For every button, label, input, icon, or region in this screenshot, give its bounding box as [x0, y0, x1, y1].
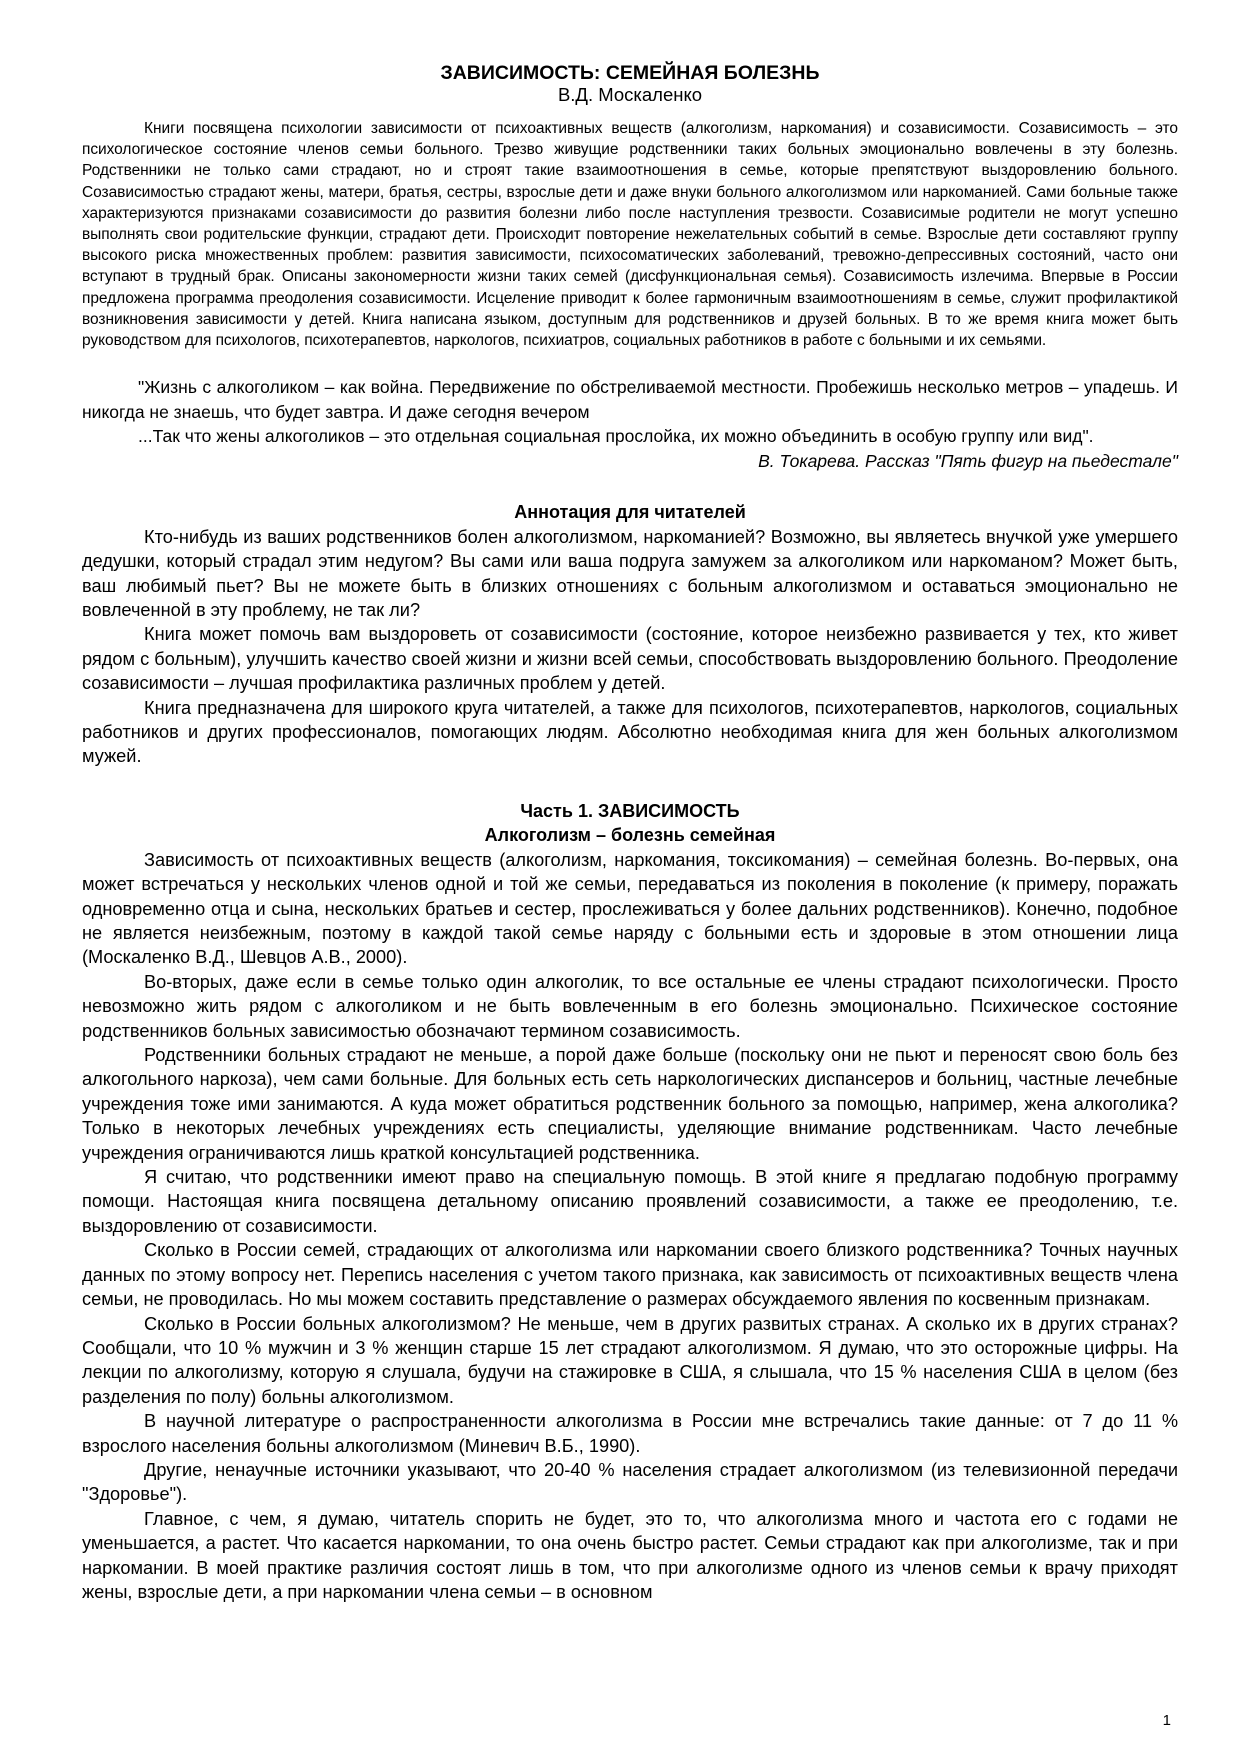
paragraph: Главное, с чем, я думаю, читатель спорить не будет, это то, что алкоголизма много и частота его с годами не уменьшается, а растет. Что касается наркомании, то она очень быстро растет. Семьи страдают как при алкоголизме, так и при наркомании. В моей практике различия состоят лишь в том, что при алкоголизме одного из членов семьи к врачу приходят жены, взрослые дети, а при наркомании члена семьи – в основном [82, 1508, 1178, 1602]
paragraph: В научной литературе о распространенности алкоголизма в России мне встречались такие данные: от 7 до 11 % взрослого населения больны алкоголизмом (Миневич В.Б., 1990). [82, 1411, 1178, 1456]
paragraph: Другие, ненаучные источники указывают, что 20-40 % населения страдает алкоголизмом (из телевизионной передачи "Здоровье"). [82, 1459, 1178, 1505]
paragraph: Книга может помочь вам выздороветь от созависимости (состояние, которое неизбежно развивается у тех, кто живет рядом с больным), улучшить качество своей жизни и жизни всей семьи, способствовать выздоровлению больного. Преодоление созависимости – лучшая профилактика различных проблем у детей. [82, 624, 1178, 694]
paragraph: Родственники больных страдают не меньше, а порой даже больше (поскольку они не пьют и переносят свою боль без алкогольного наркоза), чем сами больные. Для больных есть сеть наркологических диспансеров и больниц, частные лечебные учреждения тоже ими занимаются. А куда может обратиться родственник больного за помощью, например, жена алкоголика? Только в некоторых лечебных учреждениях есть специалисты, уделяющие внимание родственникам. Часто лечебные учреждения ограничиваются лишь краткой консультацией родственника. [82, 1045, 1178, 1163]
abstract [82, 118, 1178, 351]
document-page [82, 62, 1178, 1604]
epigraph-source: В. Токарева. Рассказ "Пять фигур на пьедестале" [758, 450, 1178, 471]
annotation-section [82, 500, 1178, 769]
book-title: ЗАВИСИМОСТЬ: СЕМЕЙНАЯ БОЛЕЗНЬ [440, 62, 820, 84]
chapter-heading: Алкоголизм – болезнь семейная [484, 825, 776, 846]
paragraph: Я считаю, что родственники имеют право на специальную помощь. В этой книге я предлагаю подобную программу помощи. Настоящая книга посвящена детальному описанию проявлений созависимости, а также ее преодолению, т.е. выздоровлению от созависимости. [82, 1167, 1178, 1236]
epigraph [82, 375, 1178, 473]
paragraph: Сколько в России больных алкоголизмом? Не меньше, чем в других развитых странах. А сколько их в других странах? Сообщали, что 10 % мужчин и 3 % женщин старше 15 лет страдают алкоголизмом. Я думаю, что это осторожные цифры. На лекции по алкоголизму, которую я слушала, будучи на стажировке в США, я слышала, что 15 % населения США в целом (без разделения по полу) больны алкоголизмом. [82, 1313, 1178, 1407]
paragraph: Сколько в России семей, страдающих от алкоголизма или наркомании своего близкого родственника? Точных научных данных по этому вопросу нет. Перепись населения с учетом такого признака, как зависимость от психоактивных веществ члена семьи, не проводилась. Но мы можем составить представление о размерах обсуждаемого явления по косвенным признакам. [82, 1240, 1178, 1310]
abstract-paragraph: Книги посвящена психологии зависимости от психоактивных веществ (алкоголизм, наркомания) и созависимости. Созависимость – это психологическое состояние членов семьи больного. Трезво живущие родственники таких больных эмоционально вовлечены в эту болезнь. Родственники не только сами страдают, но и строят такие взаимоотношения в семье, которые препятствуют выздоровлению больного. Созависимостью страдают жены, матери, братья, сестры, взрослые дети и даже внуки больного алкоголизмом или наркоманией. Сами больные также характеризуются признаками созависимости до развития болезни либо после наступления трезвости. Созависимые родители не могут успешно выполнять свои родительские функции, страдают дети. Происходит повторение нежелательных событий в семье. Взрослые дети составляют группу высокого риска множественных проблем: развития зависимости, психосоматических заболеваний, тревожно-депрессивных состояний, часто они вступают в трудный брак. Описаны закономерности жизни таких семей (дисфункциональная семья). Созависимость излечима. Впервые в России предложена программа преодоления созависимости. Исцеление приводит к более гармоничным взаимоотношениям в семье, служит профилактикой возникновения зависимости у детей. Книга написана языком, доступным для родственников и друзей больных. В то же время книга может быть руководством для психологов, психотерапевтов, наркологов, психиатров, социальных работников в работе с больными и их семьями. [82, 120, 1178, 350]
page-number: 1 [1162, 1712, 1171, 1729]
annotation-heading: Аннотация для читателей [514, 502, 746, 523]
paragraph: Кто-нибудь из ваших родственников болен алкоголизмом, наркоманией? Возможно, вы являетесь внучкой уже умершего дедушки, который страдал этим недугом? Вы сами или ваша подруга замужем за алкоголиком или наркоманом? Может быть, ваш любимый пьет? Вы не можете быть в близких отношениях с больным алкоголизмом и оставаться эмоционально не вовлеченной в эту проблему, не так ли? [82, 526, 1178, 620]
part1-section [82, 799, 1178, 1605]
epigraph-line: "Жизнь с алкоголиком – как война. Передвижение по обстреливаемой местности. Пробежишь несколько метров – упадешь. И никогда не знаешь, что будет завтра. И даже сегодня вечером [82, 377, 1178, 422]
part-heading: Часть 1. ЗАВИСИМОСТЬ [520, 800, 740, 821]
epigraph-line: ...Так что жены алкоголиков – это отдельная социальная прослойка, их можно объединить в особую группу или вид". [138, 426, 1094, 447]
paragraph: Зависимость от психоактивных веществ (алкоголизм, наркомания, токсикомания) – семейная болезнь. Во-первых, она может встречаться у нескольких членов одной и той же семьи, передаваться из поколения в поколение (к примеру, поражать одновременно отца и сына, нескольких братьев и сестер, прослеживаться у более дальних родственников). Конечно, подобное не является неизбежным, поэтому в каждой такой семье наряду с больными есть и здоровые в этом отношении лица (Москаленко В.Д., Шевцов А.В., 2000). [82, 849, 1178, 968]
paragraph: Книга предназначена для широкого круга читателей, а также для психологов, психотерапевтов, наркологов, социальных работников и других профессионалов, помогающих людям. Абсолютно необходимая книга для жен больных алкоголизмом мужей. [82, 697, 1178, 767]
paragraph: Во-вторых, даже если в семье только один алкоголик, то все остальные ее члены страдают психологически. Просто невозможно жить рядом с алкоголиком и не быть вовлеченным в его болезнь эмоционально. Психическое состояние родственников больных зависимостью обозначают термином созависимость. [82, 971, 1178, 1041]
author-name: В.Д. Москаленко [557, 84, 703, 105]
